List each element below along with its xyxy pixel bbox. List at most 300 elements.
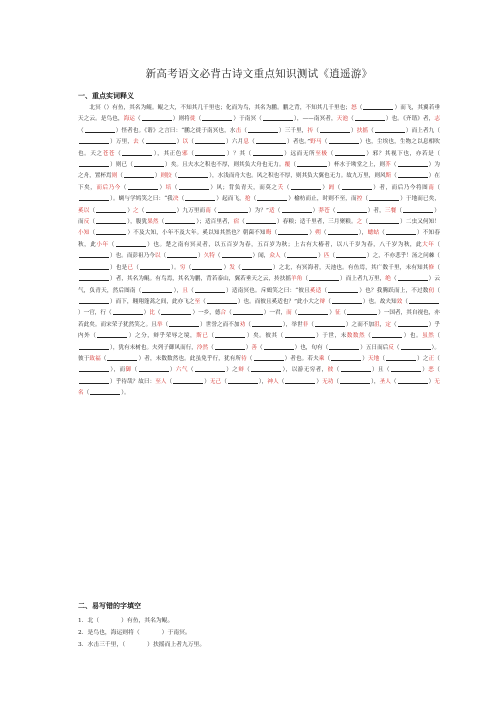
passage-text: ） — [143, 310, 150, 317]
highlighted-term: 奚适 — [309, 287, 322, 294]
answer-blank[interactable] — [331, 354, 361, 361]
passage-text: （ — [239, 219, 245, 226]
passage-text: （ — [329, 253, 336, 260]
passage-text: （ — [390, 276, 397, 283]
passage-text: ） — [169, 367, 176, 374]
passage-text: （ — [187, 367, 194, 374]
passage-text: （ — [178, 196, 185, 203]
answer-blank[interactable] — [335, 149, 365, 156]
passage-text: ）， — [358, 230, 368, 237]
answer-blank[interactable] — [79, 263, 109, 270]
answer-blank[interactable] — [251, 365, 281, 372]
passage-text: （ — [340, 310, 347, 317]
answer-blank[interactable] — [222, 251, 252, 258]
passage-text: ）一国者，其自视也，亦若此矣。而宋荣子犹然笑之。且 — [78, 310, 440, 328]
passage-text: ） — [198, 253, 204, 260]
passage-text: ）适南冥也。斥鴳笑之曰：“彼且 — [225, 287, 310, 294]
question-item — [78, 627, 440, 639]
passage-text: （ — [245, 321, 251, 328]
passage-text: （ — [117, 173, 123, 180]
answer-blank[interactable] — [215, 343, 245, 350]
answer-blank[interactable] — [85, 126, 115, 133]
passage-text: （ — [391, 321, 397, 328]
passage-text: ）闻， — [252, 253, 270, 260]
passage-text: ）不知春秋，此 — [78, 230, 440, 248]
passage-text: ）也。 — [403, 333, 423, 340]
passage-text: （ — [185, 264, 192, 271]
passage-text: （ — [250, 196, 257, 203]
highlighted-term: 之 — [356, 219, 363, 226]
passage-text: （ — [333, 378, 340, 385]
passage-text: （ — [333, 367, 340, 374]
answer-blank[interactable] — [285, 377, 315, 384]
passage-text: ） — [329, 310, 335, 317]
highlighted-term: 海运 — [123, 116, 135, 123]
highlighted-term: 至人 — [155, 378, 167, 385]
passage-text: （ — [221, 378, 227, 385]
passage-text: ）于世，未 — [315, 333, 347, 340]
passage-text: （ — [434, 333, 440, 340]
answer-blank[interactable] — [403, 206, 433, 213]
vocabulary-passage — [78, 103, 440, 573]
passage-text: （ — [120, 184, 127, 191]
passage-text: （ — [188, 287, 194, 294]
answer-blank[interactable] — [372, 331, 402, 338]
answer-blank[interactable] — [161, 308, 191, 315]
answer-blank[interactable] — [79, 377, 109, 384]
highlighted-term: 效 — [396, 298, 403, 305]
passage-text: （ — [160, 253, 167, 260]
highlighted-term: 比 — [149, 310, 155, 317]
passage-text: （ — [396, 207, 403, 214]
passage-text: ） — [362, 355, 368, 362]
answer-blank[interactable] — [125, 641, 147, 647]
answer-blank[interactable] — [96, 206, 126, 213]
highlighted-term: 南 — [428, 184, 435, 191]
answer-blank[interactable] — [256, 137, 286, 144]
passage-text: （ — [365, 333, 372, 340]
answer-blank[interactable] — [142, 286, 172, 293]
answer-blank[interactable] — [185, 194, 215, 201]
passage-text: （ — [362, 219, 369, 226]
answer-blank[interactable] — [195, 365, 225, 372]
highlighted-term: 晦 — [265, 230, 272, 237]
highlighted-term: 徙 — [189, 116, 196, 123]
answer-blank[interactable] — [298, 308, 328, 315]
highlighted-term: 御 — [125, 367, 132, 374]
passage-text: ， — [379, 321, 386, 328]
passage-text: ）五日而后 — [360, 344, 389, 351]
passage-text: ） — [350, 127, 357, 134]
highlighted-term: 沮 — [374, 321, 380, 328]
highlighted-term: 而后乃今 — [96, 184, 121, 191]
passage-text: （ — [171, 184, 178, 191]
highlighted-term: 羊角 — [291, 276, 303, 283]
question-text: 2．是鸟也，海运则将（ — [78, 630, 140, 636]
passage-text: ）之，不亦悲乎！汤之问棘（ — [367, 253, 440, 260]
highlighted-term: 之 — [133, 207, 139, 214]
answer-blank[interactable] — [398, 160, 428, 167]
answer-blank[interactable] — [79, 343, 109, 350]
highlighted-term: 反 — [83, 219, 90, 226]
answer-blank[interactable] — [99, 617, 121, 623]
highlighted-term: 志 — [434, 116, 440, 123]
highlighted-term: 适 — [268, 207, 275, 214]
passage-text: ）也是 — [110, 264, 128, 271]
passage-text: （ — [348, 116, 354, 123]
answer-blank[interactable] — [169, 320, 199, 327]
passage-text: ）。蜩与学鸠笑之曰：“我 — [110, 196, 173, 203]
passage-text: （ — [171, 173, 178, 180]
answer-blank[interactable] — [207, 297, 237, 304]
answer-blank[interactable] — [97, 331, 127, 338]
passage-text: （ — [158, 219, 165, 226]
answer-blank[interactable] — [215, 331, 245, 338]
passage-text: （ — [334, 184, 341, 191]
answer-blank[interactable] — [79, 160, 109, 167]
answer-blank[interactable] — [391, 365, 421, 372]
passage-text: （ — [274, 207, 281, 214]
passage-text: （ — [271, 230, 278, 237]
passage-text: ） — [428, 378, 435, 385]
highlighted-term: 辩 — [238, 367, 245, 374]
highlighted-term: 覆 — [284, 162, 291, 169]
answer-blank[interactable] — [254, 354, 284, 361]
highlighted-term: 乘 — [318, 355, 325, 362]
passage-text: （ — [89, 230, 96, 237]
passage-text: （ — [280, 253, 287, 260]
answer-blank[interactable] — [79, 251, 109, 258]
answer-blank[interactable] — [79, 365, 109, 372]
passage-text: （ — [188, 139, 195, 146]
passage-text: ）云气，负青天，然后图南（ — [78, 276, 440, 294]
passage-text: （ — [308, 321, 314, 328]
passage-text: ）一乡，德 — [192, 310, 221, 317]
passage-text: ） — [127, 207, 134, 214]
answer-blank[interactable] — [248, 126, 278, 133]
answer-blank[interactable] — [282, 206, 312, 213]
highlighted-term: 且 — [182, 287, 189, 294]
answer-blank[interactable] — [242, 263, 272, 270]
passage-text: ）舂粮；适千里者，三月聚粮。 — [276, 219, 357, 226]
answer-blank[interactable] — [398, 274, 428, 281]
answer-blank[interactable] — [195, 149, 225, 156]
passage-text: ）榆枋而止，时则不至，而 — [288, 196, 357, 203]
passage-text: （ — [321, 139, 328, 146]
highlighted-term: 果然 — [147, 219, 159, 226]
passage-text: ）而下，翱翔蓬蒿之间，此亦飞之 — [110, 298, 195, 305]
passage-text: （ — [226, 310, 232, 317]
highlighted-term: 虽然 — [422, 333, 435, 340]
highlighted-term: 决 — [172, 196, 179, 203]
answer-blank[interactable] — [113, 308, 143, 315]
answer-blank[interactable] — [134, 160, 164, 167]
passage-text: ） — [176, 139, 183, 146]
passage-text: ）于南冥（ — [233, 116, 262, 123]
answer-blank[interactable] — [90, 388, 120, 395]
passage-text: ），举世 — [282, 321, 303, 328]
passage-text: （ — [166, 378, 173, 385]
highlighted-term: 已 — [127, 264, 134, 271]
answer-blank[interactable] — [285, 331, 315, 338]
highlighted-term: 扶摇 — [356, 127, 369, 134]
highlighted-term: 定 — [385, 321, 392, 328]
answer-blank[interactable] — [146, 206, 176, 213]
passage-text: ）矣。彼其（ — [246, 333, 284, 340]
passage-text: （ — [402, 298, 408, 305]
answer-blank[interactable] — [263, 114, 293, 121]
answer-blank[interactable] — [202, 114, 232, 121]
passage-text: ）且（ — [371, 367, 390, 374]
passage-text: （ — [327, 150, 334, 157]
section-heading-spelling: 二、易写错的字填空 — [78, 601, 141, 610]
highlighted-term: 神人 — [267, 378, 279, 385]
passage-text: （ — [138, 139, 145, 146]
answer-blank[interactable] — [340, 377, 370, 384]
passage-text: ）之分，辩乎荣辱之境， — [128, 333, 197, 340]
answer-blank[interactable] — [386, 228, 416, 235]
passage-text: ）之北，有冥海者，天池也。有鱼焉，其广数千里，未有知其 — [272, 264, 429, 271]
passage-text: （ — [138, 207, 145, 214]
highlighted-term: 斯 — [385, 173, 392, 180]
answer-blank[interactable] — [142, 114, 172, 121]
highlighted-term: 六气 — [175, 367, 188, 374]
answer-blank[interactable] — [192, 263, 222, 270]
answer-blank[interactable] — [337, 206, 367, 213]
answer-blank[interactable] — [96, 217, 126, 224]
highlighted-term: 修 — [428, 264, 435, 271]
passage-text: （ — [368, 127, 374, 134]
passage-text: （ — [313, 127, 319, 134]
highlighted-term: 去 — [133, 139, 139, 146]
answer-blank[interactable] — [140, 263, 170, 270]
passage-text: ）。彼于 — [78, 344, 440, 362]
passage-text: （ — [256, 344, 263, 351]
document-page — [78, 60, 440, 651]
answer-blank[interactable] — [116, 240, 146, 247]
passage-text: ），犹有未树也。夫列子御风而行， — [110, 344, 197, 351]
passage-text: （ — [134, 116, 141, 123]
passage-text: （ — [188, 150, 195, 157]
answer-blank[interactable] — [409, 297, 439, 304]
answer-blank[interactable] — [369, 194, 399, 201]
answer-blank[interactable] — [253, 149, 283, 156]
highlighted-term: 蟪蛄 — [367, 230, 380, 237]
answer-blank[interactable] — [375, 126, 405, 133]
passage-text: （ — [200, 298, 206, 305]
highlighted-term: 辩 — [319, 298, 326, 305]
highlighted-term: 息 — [243, 139, 250, 146]
passage-text: （ — [434, 241, 440, 248]
answer-blank[interactable] — [140, 629, 162, 635]
passage-text: ），水浅而舟大也。风之积也不厚，则其负大翼也无力。故九万里，则风 — [209, 173, 386, 180]
highlighted-term: 无功 — [322, 378, 334, 385]
question-item — [78, 615, 440, 627]
passage-text: ）三千里， — [278, 127, 308, 134]
answer-blank[interactable] — [195, 286, 225, 293]
passage-text: （ — [89, 219, 96, 226]
answer-blank[interactable] — [146, 137, 176, 144]
highlighted-term: 穷 — [179, 264, 186, 271]
answer-blank[interactable] — [297, 160, 327, 167]
answer-blank[interactable] — [309, 274, 339, 281]
answer-blank[interactable] — [252, 320, 282, 327]
passage-text: （ — [195, 116, 202, 123]
answer-blank[interactable] — [355, 114, 385, 121]
passage-text: （ — [154, 310, 161, 317]
answer-blank[interactable] — [342, 183, 372, 190]
answer-blank[interactable] — [122, 149, 152, 156]
highlighted-term: 芥 — [385, 162, 391, 169]
passage-text: （ — [131, 367, 138, 374]
passage-text: （ — [379, 355, 386, 362]
passage-text: ）六月 — [226, 139, 244, 146]
passage-text: （ — [393, 344, 400, 351]
passage-text: ）之 — [417, 355, 429, 362]
passage-text: （ — [325, 298, 331, 305]
answer-blank[interactable] — [246, 217, 276, 224]
passage-text: ）远而无所 — [283, 150, 316, 157]
highlighted-term: 反 — [388, 344, 394, 351]
passage-text: ） — [321, 184, 329, 191]
answer-blank[interactable] — [96, 228, 126, 235]
highlighted-term: 致福 — [89, 355, 101, 362]
passage-text: （ — [290, 162, 297, 169]
answer-blank[interactable] — [315, 320, 345, 327]
highlighted-term: 小知 — [78, 230, 90, 237]
question-text: 1．北（ — [78, 618, 100, 624]
passage-text: ）也。《齐谐》者， — [385, 116, 435, 123]
highlighted-term: 天地 — [367, 355, 380, 362]
answer-blank[interactable] — [332, 297, 362, 304]
answer-blank[interactable] — [398, 320, 428, 327]
passage-text: ）一官，行（ — [78, 310, 112, 317]
answer-blank[interactable] — [320, 126, 350, 133]
passage-text: ）者也。” — [286, 139, 311, 146]
passage-text: ）之而不加 — [345, 321, 375, 328]
answer-blank[interactable] — [398, 377, 428, 384]
passage-text: （ — [89, 207, 96, 214]
answer-blank[interactable] — [363, 103, 393, 110]
highlighted-term: 发 — [229, 264, 236, 271]
passage-text: ）在下矣， — [78, 173, 440, 191]
answer-blank[interactable] — [107, 354, 137, 361]
passage-text: ）者， — [367, 207, 385, 214]
passage-text: （ — [246, 355, 253, 362]
answer-blank[interactable] — [278, 228, 308, 235]
answer-blank[interactable] — [128, 183, 158, 190]
answer-blank[interactable] — [124, 171, 154, 178]
passage-text: ）为之舟，置杯焉 — [78, 162, 440, 180]
highlighted-term: 绝 — [385, 276, 391, 283]
passage-text: ）九万里而 — [176, 207, 206, 214]
passage-text: （ — [278, 378, 285, 385]
passage-text: （ — [108, 241, 115, 248]
answer-blank[interactable] — [347, 308, 377, 315]
answer-blank[interactable] — [328, 228, 358, 235]
highlighted-term: 击 — [235, 127, 242, 134]
answer-blank[interactable] — [179, 183, 209, 190]
highlighted-term: 恶 — [428, 367, 435, 374]
answer-blank[interactable] — [165, 217, 195, 224]
passage-text: ）， — [258, 378, 268, 385]
passage-text: ） — [309, 230, 316, 237]
question-text: 3．水击三千里，（ — [78, 642, 126, 648]
answer-blank[interactable] — [264, 343, 294, 350]
highlighted-term: 善 — [251, 344, 257, 351]
highlighted-term: 三餐 — [384, 207, 397, 214]
passage-text: ）于地而已矣， — [400, 196, 440, 203]
answer-blank[interactable] — [167, 251, 197, 258]
answer-blank[interactable] — [287, 251, 317, 258]
answer-blank[interactable] — [195, 137, 225, 144]
answer-blank[interactable] — [228, 377, 258, 384]
answer-blank[interactable] — [401, 343, 431, 350]
passage-text: ）者，未数数然也。此虽免乎行，犹有所 — [138, 355, 242, 362]
answer-blank[interactable] — [257, 194, 287, 201]
passage-text: 北冥（）有鱼，其名为鲲。鲲之大，不知其几千里也；化而为鸟，其名为鹏。鹏之背，不知其几千里也； — [78, 105, 351, 111]
answer-blank[interactable] — [369, 217, 399, 224]
highlighted-term: 则胶 — [160, 173, 172, 180]
question-text: ）有鱼，其名为鲲。 — [121, 618, 174, 624]
answer-blank[interactable] — [329, 343, 359, 350]
answer-blank[interactable] — [398, 171, 428, 178]
highlighted-term: 邪 — [182, 150, 189, 157]
answer-blank[interactable] — [79, 274, 109, 281]
passage-text: ），——南冥者， — [293, 116, 337, 123]
passage-text: （ — [208, 344, 214, 351]
passage-text: （ — [356, 105, 363, 111]
passage-text: （ — [320, 230, 327, 237]
answer-blank[interactable] — [79, 297, 109, 304]
passage-text: ）杯水于坳堂之上，则 — [328, 162, 386, 169]
answer-blank[interactable] — [79, 194, 109, 201]
highlighted-term: 无名 — [78, 378, 440, 397]
highlighted-term: 苍苍 — [102, 150, 116, 157]
passage-text: ）世誉之而不加 — [200, 321, 240, 328]
passage-text: （ — [434, 367, 440, 374]
answer-blank[interactable] — [233, 308, 263, 315]
passage-text: （ — [302, 276, 308, 283]
question-item — [78, 639, 440, 651]
passage-text: （ — [100, 355, 107, 362]
answer-blank[interactable] — [173, 377, 203, 384]
answer-blank[interactable] — [386, 354, 416, 361]
passage-text: （ — [83, 390, 90, 397]
passage-text: ） — [154, 173, 161, 180]
highlighted-term: 至 — [194, 298, 201, 305]
passage-text: ）为？” — [248, 207, 269, 214]
highlighted-term: 夭 — [277, 184, 284, 191]
answer-blank[interactable] — [79, 137, 109, 144]
answer-blank[interactable] — [336, 251, 366, 258]
highlighted-term: 以 — [182, 139, 189, 146]
passage-text: （ — [291, 310, 298, 317]
highlighted-term: 抟 — [307, 127, 314, 134]
answer-blank[interactable] — [178, 171, 208, 178]
answer-blank[interactable] — [329, 137, 359, 144]
answer-blank[interactable] — [218, 206, 248, 213]
answer-blank[interactable] — [139, 365, 169, 372]
answer-blank[interactable] — [291, 183, 321, 190]
question-list — [78, 615, 440, 651]
passage-text: ） — [316, 378, 323, 385]
passage-text: ）二虫又何知！ — [400, 219, 440, 226]
passage-text: （ — [434, 264, 440, 271]
passage-text: ）也，旬有（ — [294, 344, 329, 351]
answer-blank[interactable] — [341, 365, 371, 372]
answer-blank[interactable] — [328, 286, 358, 293]
